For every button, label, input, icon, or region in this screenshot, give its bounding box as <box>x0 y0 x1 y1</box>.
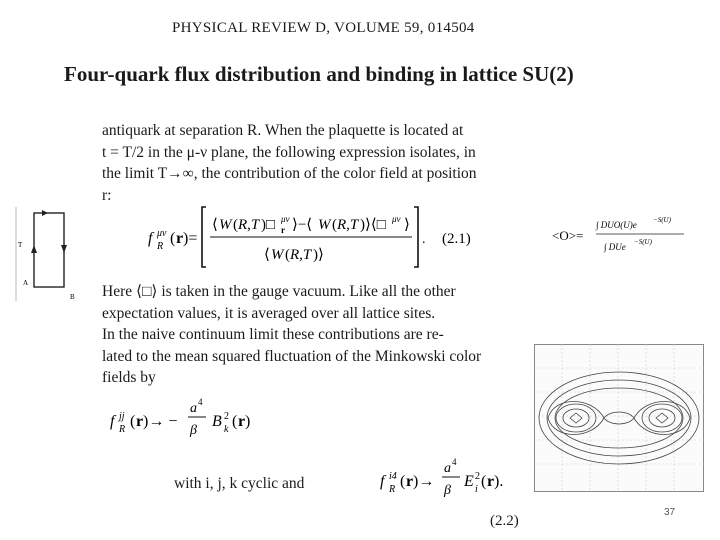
svg-text:(: ( <box>481 473 487 490</box>
svg-text:⟩: ⟩ <box>404 217 410 233</box>
svg-text:⟩−⟨: ⟩−⟨ <box>292 217 313 233</box>
svg-text:r: r <box>281 225 285 235</box>
svg-text:i4: i4 <box>389 471 397 482</box>
text-line: Here ⟨□⟩ is taken in the gauge vacuum. Like all the other <box>102 283 456 300</box>
paragraph-1 <box>102 120 477 206</box>
loop-label-a: A <box>23 279 29 287</box>
svg-text:i: i <box>475 484 478 495</box>
svg-text:)⟩⟨□: )⟩⟨□ <box>360 217 386 233</box>
expectation-lhs: <O>= <box>552 228 584 243</box>
svg-text:f: f <box>110 413 115 430</box>
svg-text:(: ( <box>170 230 176 247</box>
svg-text:W: W <box>318 217 331 233</box>
text-line: the limit T→∞, the contribution of the color field at position <box>102 165 477 182</box>
svg-text:)⟩: )⟩ <box>313 247 324 263</box>
loop-label-b: B <box>70 293 75 301</box>
svg-text:R: R <box>119 424 126 435</box>
svg-text:4: 4 <box>452 457 457 467</box>
text-line: antiquark at separation R. When the plaquette is located at <box>102 122 464 139</box>
svg-text:)→ −: )→ − <box>143 413 178 430</box>
svg-text:)→: )→ <box>413 473 435 490</box>
svg-text:r: r <box>238 413 246 430</box>
svg-text:R,T: R,T <box>290 247 312 263</box>
svg-text:(: ( <box>233 217 238 233</box>
equation-2-2-with-text: with i, j, k cyclic and <box>174 475 305 492</box>
slide-number: 37 <box>664 507 676 518</box>
text-line: expectation values, it is averaged over all lattice sites. <box>102 304 436 322</box>
svg-text:(: ( <box>285 247 290 263</box>
equation-2-1 <box>146 203 476 271</box>
svg-text:β: β <box>444 483 451 498</box>
loop-label-t: T <box>18 241 23 249</box>
svg-text:R,T: R,T <box>238 217 260 233</box>
svg-text:)□: )□ <box>261 217 276 233</box>
svg-text:a: a <box>190 401 197 416</box>
journal-header: PHYSICAL REVIEW D, VOLUME 59, 014504 <box>172 20 475 36</box>
svg-text:E: E <box>464 473 474 490</box>
svg-text:W: W <box>271 247 284 263</box>
svg-text:a: a <box>444 461 451 476</box>
svg-text:): ) <box>245 413 251 430</box>
paragraph-2 <box>102 281 481 389</box>
text-line: t = T/2 in the μ-ν plane, the following expression isolates, in <box>102 143 476 161</box>
flux-contour-plot <box>534 344 704 492</box>
wilson-loop-diagram <box>12 203 88 305</box>
svg-text:(: ( <box>332 217 337 233</box>
svg-text:W: W <box>219 217 232 233</box>
svg-text:∫ DUO(U)e: ∫ DUO(U)e <box>596 220 637 230</box>
svg-text:r: r <box>136 413 144 430</box>
equation-number-2-1: (2.1) <box>442 231 471 247</box>
svg-text:R,T: R,T <box>337 217 359 233</box>
svg-text:.: . <box>422 232 426 247</box>
path-integral-formula <box>552 208 702 264</box>
svg-text:(: ( <box>232 413 238 430</box>
svg-text:4: 4 <box>198 397 203 407</box>
equation-2-2-magnetic <box>108 396 308 446</box>
equation-number-2-2: (2.2) <box>490 513 519 529</box>
paper-title: Four-quark flux distribution and binding in lattice SU(2) <box>64 62 574 86</box>
svg-text:f: f <box>148 230 153 247</box>
svg-text:β: β <box>190 423 197 438</box>
svg-text:2: 2 <box>475 471 480 482</box>
svg-text:jj: jj <box>119 411 125 422</box>
svg-text:R: R <box>389 484 396 495</box>
svg-text:(: ( <box>130 413 136 430</box>
svg-text:2: 2 <box>224 411 229 422</box>
text-line: In the naive continuum limit these contributions are re- <box>102 326 444 343</box>
svg-text:⟨: ⟨ <box>212 217 218 233</box>
svg-text:r: r <box>176 230 184 247</box>
svg-text:R: R <box>157 241 164 252</box>
text-line: fields by <box>102 369 156 386</box>
text-line: lated to the mean squared fluctuation of the Minkowski color <box>102 347 482 365</box>
svg-text:r: r <box>487 473 495 490</box>
svg-text:∫ DUe: ∫ DUe <box>604 242 626 252</box>
svg-text:μν: μν <box>392 214 401 224</box>
equation-2-2-electric <box>378 456 526 502</box>
svg-text:μν: μν <box>157 228 167 239</box>
svg-text:−S(U): −S(U) <box>653 216 671 224</box>
text-line: r: <box>102 186 112 204</box>
svg-text:⟨: ⟨ <box>264 247 270 263</box>
svg-text:k: k <box>224 424 229 435</box>
svg-text:f: f <box>380 473 385 490</box>
svg-text:)=: )= <box>183 230 198 247</box>
svg-text:B: B <box>212 413 222 430</box>
svg-text:(: ( <box>400 473 406 490</box>
svg-text:r: r <box>406 473 414 490</box>
svg-text:−S(U): −S(U) <box>634 238 652 246</box>
svg-text:).: ). <box>494 473 504 490</box>
svg-text:μν: μν <box>281 214 290 224</box>
